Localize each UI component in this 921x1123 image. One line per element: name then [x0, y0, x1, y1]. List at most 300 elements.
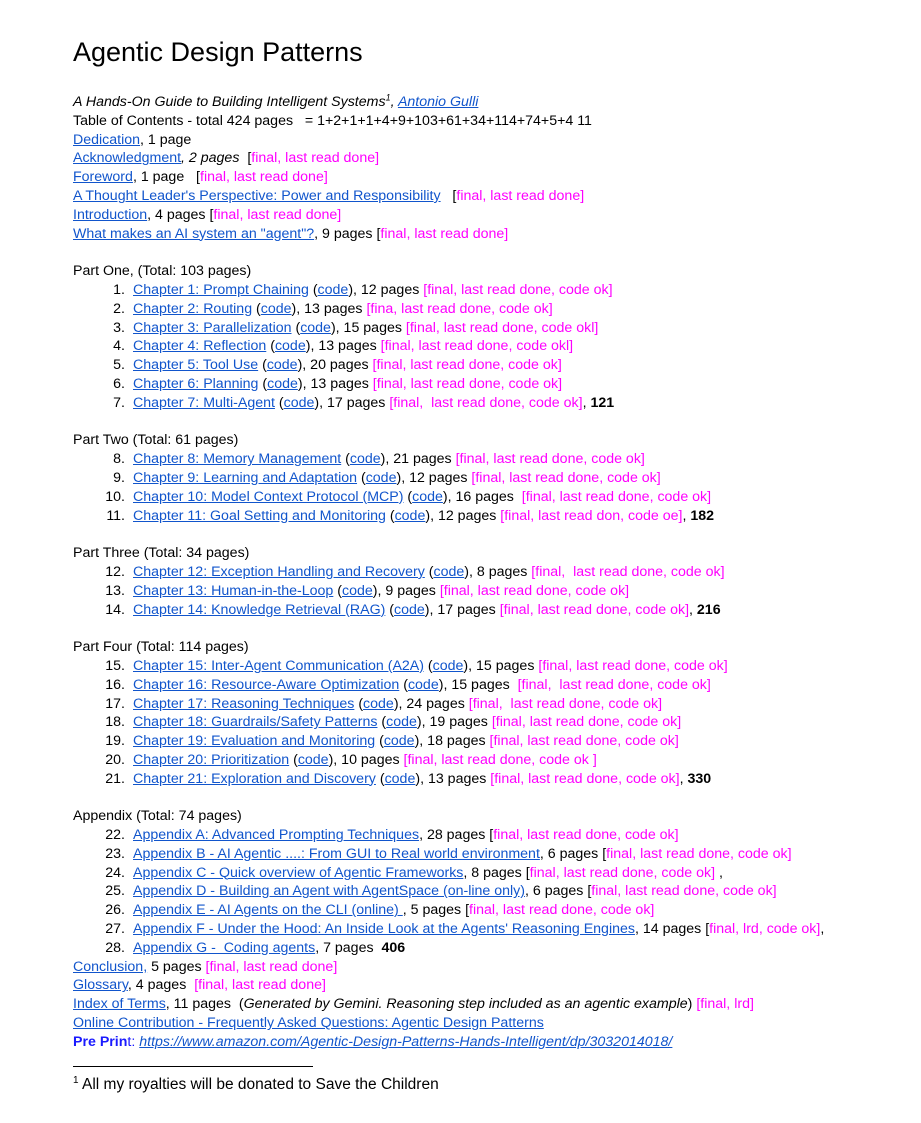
code-link[interactable]: code — [394, 601, 425, 618]
chapter-entry: Chapter 18: Guardrails/Safety Patterns (code), 19 pages [final, last read done, code ok] — [133, 714, 682, 731]
spacer — [73, 788, 911, 807]
chapter-status: final, last read done, code ok — [407, 751, 593, 768]
chapter-item — [73, 770, 911, 789]
front-matter-pages: , 1 page — [140, 131, 192, 148]
front-matter-link[interactable]: Introduction — [73, 206, 148, 223]
chapter-link[interactable]: Chapter 5: Tool Use — [133, 357, 259, 374]
status-close: ] — [592, 751, 597, 768]
code-link[interactable]: code — [300, 319, 331, 336]
chapter-status: final, last read done, code okl — [384, 338, 570, 355]
chapter-item — [73, 337, 911, 356]
status-close: ] — [569, 338, 574, 355]
appendix-pages: , 14 pages — [634, 921, 706, 938]
chapter-item — [73, 469, 911, 488]
front-matter-item — [73, 225, 911, 244]
front-matter-link[interactable]: Dedication — [73, 131, 141, 148]
spacer — [73, 525, 911, 544]
appendix-item — [73, 864, 911, 883]
chapter-number: 7. — [113, 394, 125, 411]
code-link[interactable]: code — [386, 714, 417, 731]
chapter-status: final, last read done, code ok — [443, 582, 626, 599]
appendix-status: final, last read done, code ok — [606, 845, 788, 862]
code-link[interactable]: code — [267, 375, 298, 392]
chapter-status: final, last read done, code okl — [409, 319, 595, 336]
status-open: [ — [380, 338, 385, 355]
status-open: [ — [196, 169, 200, 186]
chapter-pages: ), 12 pages — [425, 507, 501, 524]
chapter-status: final, last read done, code ok — [495, 714, 678, 731]
status-close: ] — [674, 827, 679, 844]
status-close: ] — [674, 733, 679, 750]
chapter-pages: ), 13 pages — [291, 300, 367, 317]
chapter-item — [73, 732, 911, 751]
chapter-entry: Chapter 6: Planning (code), 13 pages [final, last read done, code ok] — [133, 375, 563, 392]
chapter-item — [73, 507, 911, 526]
status-close: ] — [625, 582, 630, 599]
status-open: [ — [517, 676, 522, 693]
chapter-entry: Chapter 11: Goal Setting and Monitoring (code), 12 pages [final, last read don, code oe], 182 — [133, 507, 715, 524]
chapter-pages: ), 19 pages — [416, 714, 492, 731]
front-matter-item — [73, 187, 911, 206]
index-link[interactable]: Index of Terms — [73, 996, 166, 1013]
status-text: final, last read done — [213, 206, 338, 223]
status-open: [ — [489, 827, 494, 844]
part-heading: Part Three (Total: 34 pages) — [73, 545, 250, 562]
footnote-divider — [73, 1066, 313, 1067]
chapter-entry: Chapter 4: Reflection (code), 13 pages [final, last read done, code okl] — [133, 338, 574, 355]
status-open: [ — [376, 225, 381, 242]
front-matter-item — [73, 131, 911, 150]
front-matter-link[interactable]: What makes an AI system an "agent"? — [73, 225, 315, 242]
conclusion-line: Conclusion, 5 pages [final, last read done] — [73, 958, 338, 975]
status-close: ] — [594, 319, 599, 336]
chapter-status: final, last read done, code ok — [427, 281, 609, 298]
appendix-pages: , 6 pages — [524, 883, 588, 900]
chapter-status: final, last read done, code ok — [521, 676, 707, 693]
status-open: [ — [209, 206, 214, 223]
appendix-entry — [133, 882, 777, 901]
preprint-url-link[interactable]: https://www.amazon.com/Agentic-Design-Patterns-Hands-Intelligent/dp/3032014018/ — [139, 1033, 673, 1050]
preprint-line: Pre Print: https://www.amazon.com/Agentic-Design-Patterns-Hands-Intelligent/dp/3032014018/ — [73, 1033, 673, 1050]
chapter-entry: Chapter 15: Inter-Agent Communication (A2A) (code), 15 pages [final, last read done, code ok] — [133, 657, 728, 674]
chapter-item — [73, 319, 911, 338]
front-matter-link[interactable]: Acknowledgment — [73, 150, 182, 167]
chapter-entry: Chapter 19: Evaluation and Monitoring (code), 18 pages [final, last read done, code ok] — [133, 733, 679, 750]
running-total: 182 — [690, 507, 715, 524]
chapter-entry: Chapter 16: Resource-Aware Optimization (code), 15 pages [final, last read done, code ok] — [133, 676, 711, 693]
chapter-pages: ), 16 pages — [442, 488, 522, 505]
chapter-entry: Chapter 21: Exploration and Discovery (code), 13 pages [final, last read done, code ok], 330 — [133, 770, 712, 787]
appendix-number: 23. — [105, 845, 125, 862]
chapter-number: 8. — [113, 451, 125, 468]
chapter-item — [73, 281, 911, 300]
chapter-link[interactable]: Chapter 3: Parallelization — [133, 319, 292, 336]
status-close: ] — [504, 225, 509, 242]
status-open: [ — [471, 469, 476, 486]
front-matter-pages — [441, 188, 453, 204]
chapter-link[interactable]: Chapter 21: Exploration and Discovery — [133, 770, 376, 787]
status-text: final, last read done — [200, 169, 324, 186]
status-close: ] — [658, 695, 663, 712]
chapter-item — [73, 657, 911, 676]
appendix-item — [73, 901, 911, 920]
glossary-status: final, last read done — [198, 977, 322, 994]
status-close: ] — [557, 357, 562, 374]
code-link[interactable]: code — [412, 488, 443, 505]
status-close: ] — [723, 657, 728, 674]
chapter-link[interactable]: Chapter 1: Prompt Chaining — [133, 281, 309, 298]
chapter-pages: ), 17 pages — [424, 601, 500, 618]
appendix-pages: , 28 pages — [419, 827, 490, 844]
chapter-link[interactable]: Chapter 20: Prioritization — [133, 751, 290, 768]
appendix-pages: , 5 pages — [402, 902, 466, 919]
status-close: ] — [608, 281, 613, 298]
running-total: 216 — [696, 601, 721, 618]
document-title: Agentic Design Patterns — [73, 37, 363, 67]
chapter-status: final, last read done, code ok — [525, 488, 708, 505]
status-open: [ — [452, 187, 457, 204]
code-link[interactable]: code — [317, 281, 349, 298]
online-contribution-link[interactable]: Online Contribution - Frequently Asked Questions: Agentic Design Patterns — [73, 1015, 544, 1032]
status-open: [ — [366, 300, 371, 317]
code-link[interactable]: code — [349, 451, 381, 468]
index-line: Index of Terms, 11 pages (Generated by Gemini. Reasoning step included as an agentic example) [final, lrd] — [73, 996, 754, 1013]
chapter-entry: Chapter 9: Learning and Adaptation (code), 12 pages [final, last read done, code ok] — [133, 469, 661, 486]
code-link[interactable]: code — [432, 657, 464, 674]
chapter-link[interactable]: Chapter 7: Multi-Agent — [133, 394, 275, 411]
chapter-link[interactable]: Chapter 17: Reasoning Techniques — [133, 695, 355, 712]
chapter-entry: Chapter 2: Routing (code), 13 pages [fina, last read done, code ok] — [133, 300, 553, 317]
appendix-link[interactable]: Appendix A: Advanced Prompting Techniques — [133, 827, 420, 844]
subtitle-footnote-mark: 1 — [385, 92, 391, 103]
appendix-status: final, last read done, code ok — [469, 902, 651, 919]
chapter-number: 11. — [106, 507, 125, 524]
online-line — [73, 1014, 911, 1033]
chapter-pages: ), 12 pages — [396, 469, 472, 486]
code-link[interactable]: code — [407, 676, 439, 693]
chapter-entry: Chapter 14: Knowledge Retrieval (RAG) (code), 17 pages [final, last read done, code ok], 216 — [133, 601, 721, 618]
status-open: [ — [500, 507, 505, 524]
chapter-number: 12. — [105, 563, 125, 580]
chapter-pages: ), 12 pages — [348, 281, 424, 298]
status-close: ] — [640, 451, 645, 468]
appendix-link[interactable]: Appendix E - AI Agents on the CLI (online) — [133, 902, 403, 919]
code-link[interactable]: code — [365, 469, 397, 486]
code-link[interactable]: code — [363, 695, 394, 712]
status-close: ] — [337, 206, 342, 223]
chapter-status: fina, last read done, code ok — [370, 300, 549, 317]
front-matter-pages: , 9 pages — [314, 225, 377, 242]
appendix-pages: , 8 pages — [463, 864, 526, 881]
chapter-item — [73, 488, 911, 507]
code-link[interactable]: code — [394, 507, 426, 524]
status-close: ], — [678, 507, 691, 524]
status-text: final, last read done — [456, 187, 581, 204]
chapter-status: final, last read done, code ok — [472, 695, 659, 712]
front-matter-item — [73, 206, 911, 225]
status-close: ], — [816, 921, 825, 938]
appendix-status: final, last read done, code ok — [493, 827, 675, 844]
conclusion-link[interactable]: Conclusion, — [73, 958, 148, 975]
spacer — [73, 413, 911, 432]
chapter-link[interactable]: Chapter 6: Planning — [133, 375, 259, 392]
spacer — [73, 619, 911, 638]
appendix-number: 24. — [105, 864, 125, 881]
toc-summary: Table of Contents - total 424 pages = 1+2+1+1+4+9+103+61+34+114+74+5+4 11 — [73, 112, 592, 129]
chapter-link[interactable]: Chapter 12: Exception Handling and Recovery — [133, 563, 425, 580]
chapter-entry: Chapter 3: Parallelization (code), 15 pages [final, last read done, code okl] — [133, 319, 599, 336]
appendix-status: final, last read done, code ok — [529, 864, 712, 881]
chapter-status: final, last read done, code ok — [542, 657, 724, 674]
chapter-item — [73, 450, 911, 469]
chapter-pages: ), 15 pages — [438, 676, 518, 693]
status-open: [ — [465, 902, 470, 919]
chapter-pages: ), 15 pages — [330, 319, 406, 336]
part-heading: Part Four (Total: 114 pages) — [73, 639, 249, 656]
chapter-number: 13. — [105, 582, 125, 599]
chapter-status: final, last read done, code ok — [459, 451, 641, 468]
chapter-item — [73, 695, 911, 714]
status-close: ] — [720, 563, 725, 580]
status-close: ] — [323, 169, 328, 186]
footnote — [73, 1076, 439, 1094]
chapter-number: 4. — [113, 338, 125, 355]
chapter-number: 3. — [113, 319, 125, 336]
chapter-number: 19. — [105, 733, 125, 750]
appendix-heading: Appendix (Total: 74 pages) — [73, 808, 242, 825]
chapter-number: 10. — [105, 488, 125, 505]
chapter-status: final, last read done, code ok — [535, 563, 721, 580]
status-open: [ — [531, 563, 536, 580]
status-open: [ — [538, 657, 543, 674]
front-matter-pages: , 1 page — [132, 169, 197, 186]
status-close: ] — [558, 375, 563, 392]
code-link[interactable]: code — [384, 770, 416, 787]
chapter-pages: ), 18 pages — [414, 733, 490, 750]
appendix-entry — [133, 864, 723, 883]
chapter-pages: ), 17 pages — [314, 394, 390, 411]
appendix-pages: , 7 pages — [315, 939, 382, 956]
code-link[interactable]: code — [266, 357, 298, 374]
chapter-number: 18. — [105, 714, 125, 731]
chapter-pages: ), 13 pages — [305, 338, 381, 355]
status-close: ] — [580, 187, 585, 204]
chapter-status: final, last read done, code ok — [475, 469, 657, 486]
status-open: [ — [491, 714, 496, 731]
chapter-pages: ), 24 pages — [393, 695, 469, 712]
status-open: [ — [468, 695, 473, 712]
status-open: [ — [602, 845, 607, 862]
chapter-entry: Chapter 8: Memory Management (code), 21 pages [final, last read done, code ok] — [133, 451, 645, 468]
status-close: ] — [772, 883, 777, 900]
chapter-link[interactable]: Chapter 2: Routing — [133, 300, 253, 317]
chapter-entry: Chapter 1: Prompt Chaining (code), 12 pages [final, last read done, code ok] — [133, 281, 613, 298]
status-close: ] — [656, 469, 661, 486]
conclusion-status: final, last read done — [209, 958, 334, 975]
appendix-number: 28. — [105, 939, 125, 956]
status-open: [ — [499, 601, 504, 618]
code-link[interactable]: code — [433, 563, 465, 580]
document-page — [73, 36, 911, 1052]
author-link[interactable]: Antonio Gulli — [397, 94, 479, 110]
chapter-pages: ), 15 pages — [463, 657, 539, 674]
appendix-link[interactable]: Appendix G - Coding agents — [133, 939, 316, 956]
index-status: final, lrd — [700, 996, 750, 1013]
status-open: [ — [587, 883, 592, 900]
chapter-number: 14. — [105, 601, 125, 618]
chapter-number: 2. — [113, 300, 125, 317]
code-link[interactable]: code — [274, 338, 306, 355]
chapter-entry: Chapter 7: Multi-Agent (code), 17 pages [final, last read done, code ok], 121 — [133, 394, 615, 411]
chapter-number: 17. — [105, 695, 125, 712]
code-link[interactable]: code — [260, 300, 292, 317]
preprint-label: Pre Prin — [73, 1033, 128, 1050]
chapter-number: 15. — [105, 657, 125, 674]
status-open: [ — [525, 864, 530, 881]
chapter-link[interactable]: Chapter 8: Memory Management — [133, 451, 342, 468]
chapter-status: final, last read done, code ok — [503, 601, 686, 618]
chapter-item — [73, 713, 911, 732]
front-matter-pages: , 2 pages — [181, 150, 248, 167]
appendix-number: 27. — [105, 921, 125, 938]
chapter-number: 5. — [113, 357, 125, 374]
status-text: final, last read done — [380, 225, 505, 242]
appendix-entry — [133, 845, 792, 864]
chapter-entry: Chapter 12: Exception Handling and Recovery (code), 8 pages [final, last read done, code ok] — [133, 563, 725, 580]
chapter-item — [73, 563, 911, 582]
status-open: [ — [490, 770, 495, 787]
part-heading: Part One, (Total: 103 pages) — [73, 263, 252, 280]
chapter-link[interactable]: Chapter 15: Inter-Agent Communication (A2A) — [133, 657, 424, 674]
chapter-number: 6. — [113, 375, 125, 392]
chapter-pages: ), 10 pages — [328, 751, 404, 768]
appendix-link[interactable]: Appendix C - Quick overview of Agentic Frameworks — [133, 864, 464, 881]
status-open: [ — [405, 319, 410, 336]
chapter-link[interactable]: Chapter 14: Knowledge Retrieval (RAG) — [133, 601, 386, 618]
status-open: [ — [403, 751, 408, 768]
appendix-number: 26. — [105, 902, 125, 919]
chapter-status: final, last read done, code ok — [376, 357, 558, 374]
status-close: ], — [675, 770, 688, 787]
chapter-pages: ), 20 pages — [297, 357, 373, 374]
chapter-link[interactable]: Chapter 10: Model Context Protocol (MCP) — [133, 488, 404, 505]
status-open: [ — [423, 281, 428, 298]
chapter-entry: Chapter 10: Model Context Protocol (MCP) (code), 16 pages [final, last read done, code ok] — [133, 488, 712, 505]
subtitle-line: A Hands-On Guide to Building Intelligent Systems$^1$, Antonio Gulli — [73, 92, 479, 110]
chapter-entry: Chapter 5: Tool Use (code), 20 pages [final, last read done, code ok] — [133, 357, 562, 374]
appendix-status: final, last read done, code ok — [591, 883, 773, 900]
appendix-entry — [133, 920, 824, 939]
chapter-item — [73, 300, 911, 319]
chapter-status: final, last read done, code ok — [493, 733, 675, 750]
appendix-pages: , 6 pages — [539, 845, 603, 862]
front-matter-item — [73, 149, 911, 168]
index-note: Generated by Gemini. Reasoning step included as an agentic example — [243, 996, 688, 1013]
chapter-pages: ), 13 pages — [415, 770, 491, 787]
code-link[interactable]: code — [297, 751, 329, 768]
glossary-link[interactable]: Glossary — [73, 977, 128, 994]
status-open: [ — [247, 150, 252, 167]
chapter-number: 20. — [105, 751, 125, 768]
appendix-item — [73, 920, 911, 939]
appendix-link[interactable]: Appendix B - AI Agentic ....: From GUI to Real world environment — [133, 845, 540, 862]
chapter-status: final, last read done, code ok — [494, 770, 676, 787]
glossary-line: Glossary, 4 pages [final, last read done] — [73, 977, 326, 994]
front-matter-pages: , 4 pages — [147, 206, 210, 223]
status-open: [ — [521, 488, 526, 505]
chapter-entry: Chapter 13: Human-in-the-Loop (code), 9 pages [final, last read done, code ok] — [133, 582, 630, 599]
part-heading: Part Two (Total: 61 pages) — [73, 432, 239, 449]
appendix-link[interactable]: Appendix F - Under the Hood: An Inside Look at the Agents' Reasoning Engines — [133, 921, 635, 938]
status-close: ] — [548, 300, 553, 317]
chapter-pages: ), 21 pages — [380, 451, 456, 468]
status-close: ] , — [711, 864, 723, 881]
chapter-link[interactable]: Chapter 11: Goal Setting and Monitoring — [133, 507, 386, 524]
appendix-number: 25. — [105, 883, 125, 900]
chapter-item — [73, 375, 911, 394]
front-matter-link[interactable]: Foreword — [73, 169, 133, 186]
appendix-number: 22. — [105, 827, 125, 844]
appendix-section — [73, 807, 911, 957]
chapter-status: final, last read done, code ok — [393, 394, 579, 411]
appendix-link[interactable]: Appendix D - Building an Agent with AgentSpace (on-line only) — [133, 883, 525, 900]
chapter-entry: Chapter 17: Reasoning Techniques (code), 24 pages [final, last read done, code ok] — [133, 695, 663, 712]
status-open: [ — [372, 375, 377, 392]
chapter-number: 21. — [105, 770, 125, 787]
status-open: [ — [455, 451, 460, 468]
subtitle-text: A Hands-On Guide to Building Intelligent Systems — [73, 94, 386, 110]
chapter-link[interactable]: Chapter 13: Human-in-the-Loop — [133, 582, 334, 599]
chapter-link[interactable]: Chapter 19: Evaluation and Monitoring — [133, 733, 376, 750]
chapter-number: 16. — [105, 676, 125, 693]
code-link[interactable]: code — [342, 582, 373, 599]
running-total: 406 — [381, 939, 406, 956]
code-link[interactable]: code — [283, 394, 315, 411]
status-close: ] — [787, 845, 792, 862]
status-close: ], — [578, 394, 591, 411]
status-text: final, last read done — [251, 150, 376, 167]
chapter-link[interactable]: Chapter 16: Resource-Aware Optimization — [133, 676, 400, 693]
code-link[interactable]: code — [383, 733, 415, 750]
chapter-item — [73, 582, 911, 601]
chapter-number: 9. — [113, 469, 125, 486]
chapter-status: final, last read don, code oe — [504, 507, 679, 524]
parts-container — [73, 262, 911, 807]
appendix-entry — [133, 826, 679, 845]
front-matter-item — [73, 168, 911, 187]
footnote-text: All my royalties will be donated to Save the Children — [78, 1076, 439, 1093]
footnote-mark: 1 — [73, 1074, 79, 1086]
status-close: ], — [685, 601, 697, 618]
running-total: 330 — [687, 770, 712, 787]
chapter-link[interactable]: Chapter 4: Reflection — [133, 338, 267, 355]
status-close: ] — [375, 150, 380, 167]
status-open: [ — [389, 394, 394, 411]
appendix-item — [73, 845, 911, 864]
chapter-entry: Chapter 20: Prioritization (code), 10 pages [final, last read done, code ok ] — [133, 751, 597, 768]
chapter-item — [73, 676, 911, 695]
chapter-pages: ), 13 pages — [297, 375, 373, 392]
status-close: ] — [677, 714, 682, 731]
appendix-item — [73, 882, 911, 901]
chapter-item — [73, 601, 911, 620]
chapter-link[interactable]: Chapter 9: Learning and Adaptation — [133, 469, 358, 486]
status-open: [ — [372, 357, 377, 374]
appendix-status: final, lrd, code ok — [709, 921, 817, 938]
front-matter-link[interactable]: A Thought Leader's Perspective: Power and Responsibility — [73, 187, 441, 204]
chapter-item — [73, 356, 911, 375]
chapter-link[interactable]: Chapter 18: Guardrails/Safety Patterns — [133, 714, 378, 731]
